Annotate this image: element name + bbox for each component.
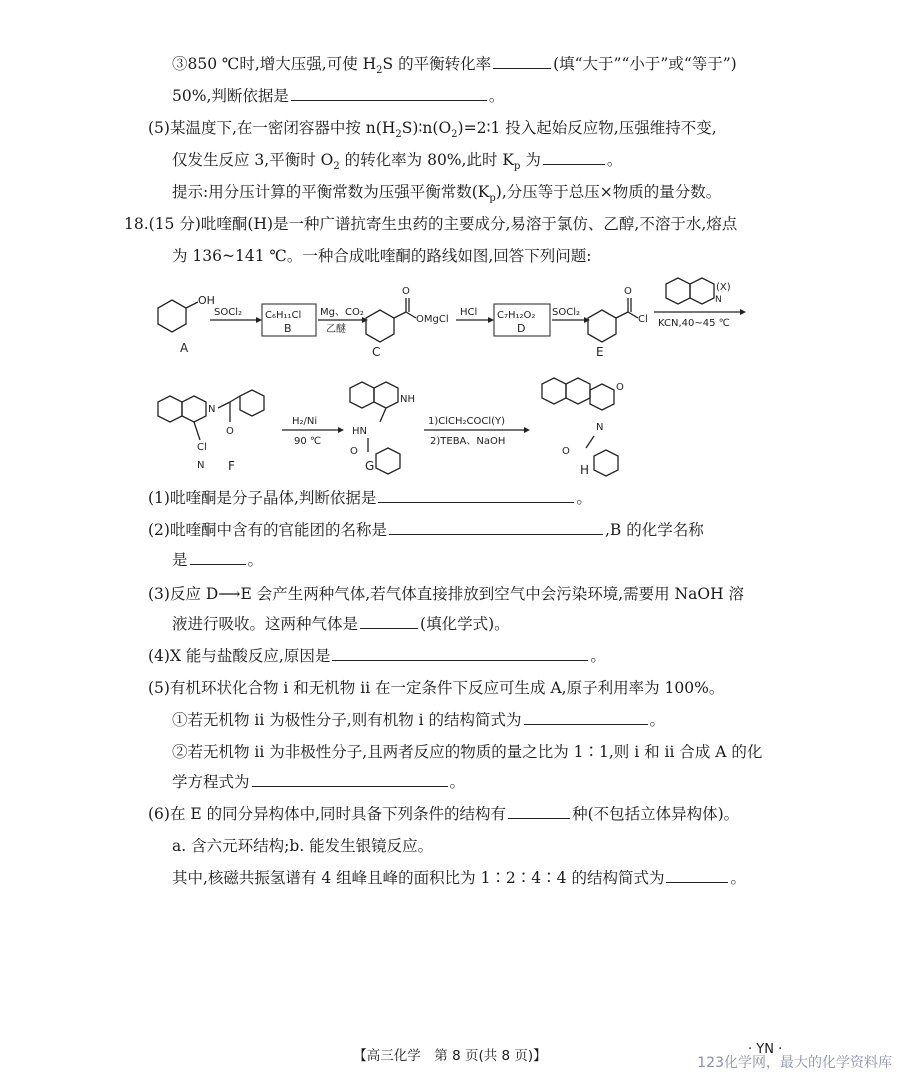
q17-hint: 提示:用分压计算的平衡常数为压强平衡常数$(K_p)$,分压等于总压×物质的量分数。: [172, 183, 722, 205]
svg-text:A: A: [180, 341, 189, 355]
svg-text:E: E: [596, 345, 604, 359]
q18-p6-line2: a. 含六元环结构;b. 能发生银镜反应。: [172, 837, 434, 855]
svg-text:OMgCl: OMgCl: [416, 314, 449, 325]
answer-blank[interactable]: [524, 710, 648, 725]
q18-p5-line3: ②若无机物 ⅱ 为非极性分子,且两者反应的物质的量之比为 1∶1,则 ⅰ 和 ⅱ 合成 A 的化: [172, 743, 763, 761]
yn-mark: · YN ·: [748, 1042, 783, 1057]
answer-blank[interactable]: [543, 150, 605, 165]
answer-blank[interactable]: [389, 520, 603, 535]
compound-D: [494, 304, 550, 336]
svg-text:SOCl₂: SOCl₂: [552, 307, 580, 318]
answer-blank[interactable]: [508, 804, 570, 819]
svg-text:O: O: [402, 286, 410, 297]
synthesis-scheme: [140, 272, 780, 482]
q17-p3-line1: ③850 ℃时,增大压强,可使 $H_2S$ 的平衡转化率 (填“大于”“小于”或“等于”): [172, 55, 737, 77]
svg-text:N: N: [715, 295, 722, 305]
compound-H: [542, 378, 624, 477]
q18-p5-line2: ①若无机物 ⅱ 为极性分子,则有机物 ⅰ 的结构简式为 。: [172, 711, 666, 729]
answer-blank[interactable]: [252, 772, 448, 787]
q17-p5-line1: (5)某温度下,在一密闭容器中按 $n(H_2S)∶n(O_2)=2∶1$ 投入起始反应物,压强维持不变,: [148, 119, 717, 141]
svg-text:H₂/Ni: H₂/Ni: [292, 416, 318, 427]
svg-text:N: N: [208, 404, 216, 415]
q18-p6-line1: (6)在 E 的同分异构体中,同时具备下列条件的结构有 种(不包括立体异构体)。: [148, 805, 740, 823]
svg-text:D: D: [517, 322, 526, 335]
compound-A: [158, 294, 215, 355]
q18-intro-2: 为 136~141 ℃。一种合成吡喹酮的路线如图,回答下列问题:: [172, 247, 592, 265]
svg-text:N: N: [197, 460, 205, 471]
svg-text:O: O: [226, 426, 234, 437]
arrow-1: [210, 307, 262, 323]
page-footer: 【高三化学 第 8 页(共 8 页)】: [353, 1048, 547, 1064]
svg-text:90 ℃: 90 ℃: [294, 436, 322, 447]
q18-p3-line2: 液进行吸收。这两种气体是 (填化学式)。: [172, 615, 510, 633]
svg-text:KCN,40~45 ℃: KCN,40~45 ℃: [658, 318, 730, 329]
answer-blank[interactable]: [493, 54, 551, 69]
compound-C: [366, 286, 449, 359]
q18-intro-1: 18.(15 分)吡喹酮(H)是一种广谱抗寄生虫药的主要成分,易溶于氯仿、乙醇,不溶于水,熔点: [124, 215, 738, 233]
q18-p4: (4)X 能与盐酸反应,原因是 。: [148, 647, 606, 665]
q18-p3-line1: (3)反应 D⟶E 会产生两种气体,若气体直接排放到空气中会污染环境,需要用 NaOH 溶: [148, 585, 745, 603]
svg-text:NH: NH: [400, 394, 415, 405]
answer-blank[interactable]: [332, 646, 588, 661]
answer-blank[interactable]: [360, 614, 418, 629]
svg-text:(X): (X): [716, 282, 731, 293]
svg-text:F: F: [228, 459, 235, 473]
compound-E: [588, 286, 648, 359]
svg-text:OH: OH: [198, 294, 215, 307]
svg-text:B: B: [284, 322, 292, 335]
watermark: 123化学网，最大的化学资料库: [697, 1055, 892, 1071]
compound-G: [350, 382, 415, 474]
svg-text:N: N: [596, 422, 604, 433]
arrow-6: [282, 416, 344, 447]
q18-p2-line2: 是 。: [172, 551, 264, 569]
svg-text:C: C: [372, 345, 381, 359]
svg-text:O: O: [562, 446, 570, 457]
svg-text:Mg、CO₂: Mg、CO₂: [320, 307, 364, 318]
svg-text:HCl: HCl: [460, 307, 478, 318]
svg-text:乙醚: 乙醚: [326, 324, 346, 335]
compound-B: [262, 304, 316, 336]
answer-blank[interactable]: [666, 868, 728, 883]
q18-p6-line3: 其中,核磁共振氢谱有 4 组峰且峰的面积比为 1∶2∶4∶4 的结构简式为 。: [172, 869, 746, 887]
q18-p1: (1)吡喹酮是分子晶体,判断依据是 。: [148, 489, 592, 507]
svg-text:O: O: [350, 446, 358, 457]
svg-text:C₇H₁₂O₂: C₇H₁₂O₂: [497, 310, 536, 321]
svg-text:SOCl₂: SOCl₂: [214, 307, 242, 318]
compound-F: [158, 390, 264, 473]
svg-text:H: H: [580, 463, 590, 477]
arrow-4: [552, 307, 590, 323]
svg-text:G: G: [365, 459, 375, 473]
svg-text:Cl: Cl: [197, 442, 207, 453]
q18-p5-line4: 学方程式为 。: [172, 773, 466, 791]
svg-text:O: O: [624, 286, 632, 297]
svg-text:O: O: [616, 382, 624, 393]
svg-text:C₆H₁₁Cl: C₆H₁₁Cl: [265, 310, 302, 321]
arrow-2: [318, 307, 368, 335]
q17-p3-line2: 50%,判断依据是 。: [172, 87, 505, 105]
q17-p5-line2: 仅发生反应 3,平衡时 $O_2$ 的转化率为 80%,此时 $K_p$ 为 。: [172, 151, 623, 173]
answer-blank[interactable]: [291, 86, 487, 101]
svg-text:HN: HN: [352, 426, 367, 437]
q18-p2-line1: (2)吡喹酮中含有的官能团的名称是 ,B 的化学名称: [148, 521, 704, 539]
svg-text:Cl: Cl: [638, 314, 648, 325]
arrow-7: [424, 416, 530, 447]
q18-p5-line1: (5)有机环状化合物 ⅰ 和无机物 ⅱ 在一定条件下反应可生成 A,原子利用率为 100%。: [148, 679, 725, 697]
arrow-5: [654, 278, 746, 329]
svg-text:1)ClCH₂COCl(Y): 1)ClCH₂COCl(Y): [428, 416, 506, 427]
svg-text:2)TEBA、NaOH: 2)TEBA、NaOH: [430, 436, 506, 447]
answer-blank[interactable]: [190, 550, 246, 565]
arrow-3: [456, 307, 494, 323]
answer-blank[interactable]: [378, 488, 574, 503]
